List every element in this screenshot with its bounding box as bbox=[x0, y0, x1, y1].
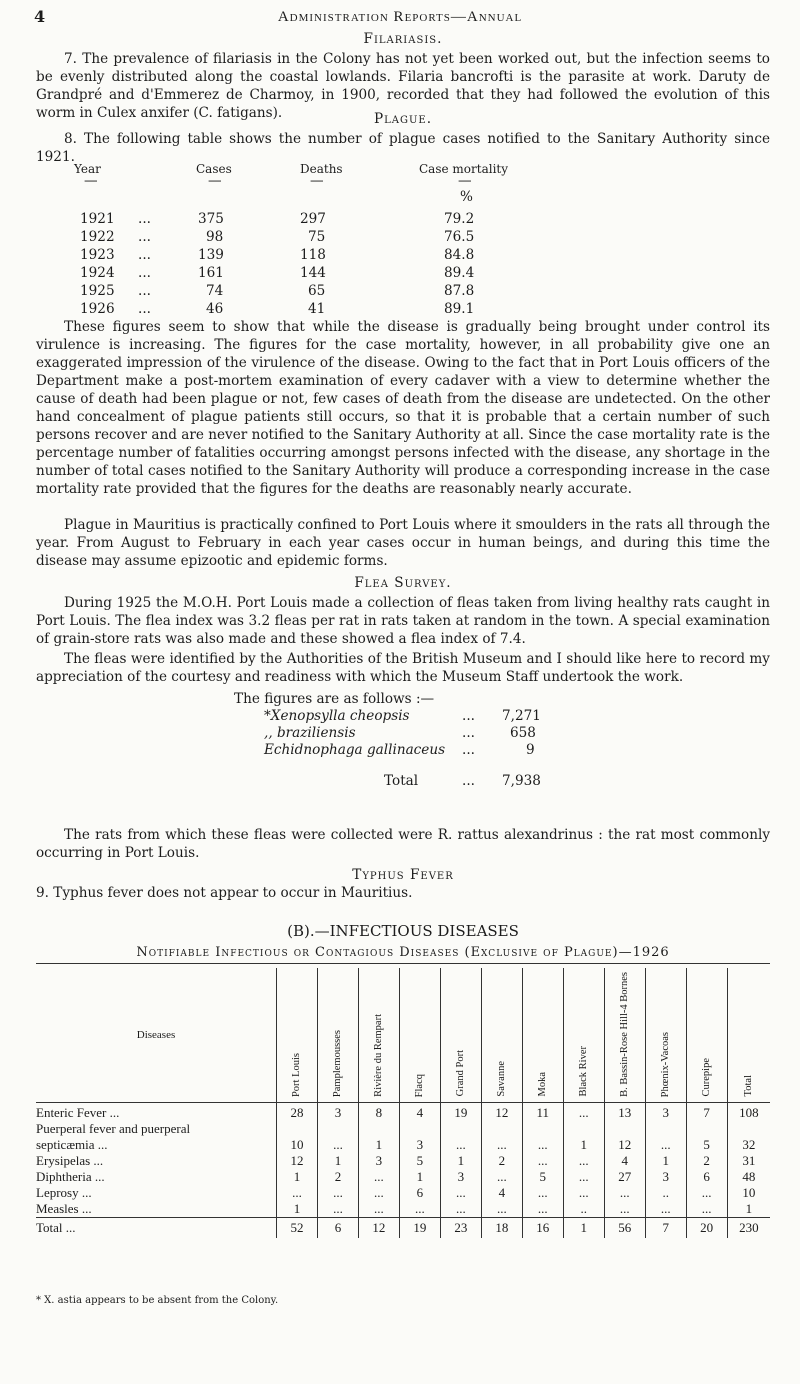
table-cell: ... bbox=[522, 1153, 563, 1169]
typhus-paragraph: 9. Typhus fever does not appear to occur in Mauritius. bbox=[36, 885, 413, 901]
dash-mortality: — bbox=[458, 173, 472, 189]
dash-cases: — bbox=[208, 173, 222, 189]
dash-year: — bbox=[84, 173, 98, 189]
table-cell: 1 bbox=[563, 1217, 604, 1238]
disease-name: Erysipelas ... bbox=[36, 1152, 104, 1168]
table-cell: 10 bbox=[277, 1137, 318, 1153]
table-cell: 7 bbox=[686, 1102, 727, 1121]
table-cell: ... bbox=[440, 1201, 481, 1218]
table-cell: ... bbox=[481, 1137, 522, 1153]
table-cell: 32 bbox=[727, 1137, 770, 1153]
table-cell: 12 bbox=[604, 1137, 645, 1153]
table-cell bbox=[358, 1121, 399, 1137]
col-district: Flacq bbox=[413, 1073, 425, 1097]
disease-name: Total ... bbox=[36, 1217, 277, 1238]
table-cell: 1 bbox=[358, 1137, 399, 1153]
disease-name: Leprosy ... bbox=[36, 1184, 92, 1200]
table-cell: ... bbox=[522, 1185, 563, 1201]
table-cell: ... bbox=[358, 1201, 399, 1218]
table-cell: 19 bbox=[440, 1102, 481, 1121]
col-district: Rivière du Rempart bbox=[372, 1014, 384, 1097]
table-cell: ... bbox=[481, 1169, 522, 1185]
table-cell: 12 bbox=[277, 1153, 318, 1169]
col-district: Grand Port bbox=[454, 1050, 466, 1097]
table-cell: 1 bbox=[645, 1153, 686, 1169]
filariasis-heading: Filariasis. bbox=[363, 31, 443, 47]
table-cell: 3 bbox=[645, 1102, 686, 1121]
table-cell: ... bbox=[481, 1201, 522, 1218]
table-cell: 3 bbox=[645, 1169, 686, 1185]
table-cell: .. bbox=[563, 1201, 604, 1218]
col-district: Pamplemousses bbox=[331, 1029, 343, 1097]
table-cell: 13 bbox=[604, 1102, 645, 1121]
table-cell: ... bbox=[277, 1185, 318, 1201]
table-cell: 31 bbox=[727, 1153, 770, 1169]
flea-figures bbox=[234, 690, 764, 789]
table-row bbox=[36, 1121, 770, 1137]
table-cell: ... bbox=[645, 1201, 686, 1218]
table-cell: ... bbox=[604, 1201, 645, 1218]
table-cell bbox=[317, 1121, 358, 1137]
col-district: Savanne bbox=[495, 1061, 507, 1097]
table-row bbox=[36, 1185, 770, 1201]
diseases-table bbox=[36, 968, 770, 1238]
table-cell: 4 bbox=[604, 1153, 645, 1169]
table-cell: 8 bbox=[358, 1102, 399, 1121]
figures-intro: The figures are as follows :— bbox=[234, 691, 435, 707]
table-cell: ... bbox=[317, 1185, 358, 1201]
filariasis-paragraph: 7. The prevalence of filariasis in the Colony has not yet been worked out, but the infection seems to be evenly distributed along the coastal lowlands. Filaria bancrofti is the parasite at work. Daruty de Grandpré and d'Emmerez de Charmoy, in 1900, recorded that they had followed the evolution of this worm in Culex anxifer (C. fatigans). bbox=[36, 51, 770, 121]
disease-name: Enteric Fever ... bbox=[36, 1104, 120, 1120]
col-year: Year bbox=[74, 162, 101, 176]
table-cell: 1 bbox=[440, 1153, 481, 1169]
table-cell: ... bbox=[563, 1169, 604, 1185]
table-cell: 16 bbox=[522, 1217, 563, 1238]
table-cell: ... bbox=[399, 1201, 440, 1218]
list-item: *Xenopsylla cheopsis ... 7,271 bbox=[264, 708, 541, 724]
table-row bbox=[36, 1137, 770, 1153]
flea-paragraph-1: During 1925 the M.O.H. Port Louis made a collection of fleas taken from living healthy rats caught in Port Louis. The flea index was 3.2 fleas per rat in rats taken at random in the town. A special examination of grain-store rats was also made and these showed a flea index of 7.4. bbox=[36, 595, 770, 647]
table-cell: 52 bbox=[277, 1217, 318, 1238]
disease-name: Puerperal fever and puerperal bbox=[36, 1120, 191, 1136]
table-cell: 3 bbox=[440, 1169, 481, 1185]
col-district: Black River bbox=[577, 1046, 589, 1097]
plague-paragraph-1: These figures seem to show that while the disease is gradually being brought under control its virulence is increasing. The figures for the case mortality, however, in all probability give one an exaggerated impression of the virulence of the disease. Owing to the fact that in Port Louis officers of the Department make a post-mortem examination of every cadaver with a view to determine whether the cause of death had been plague or not, few cases of death from the disease are undetected. On the other hand concealment of plague patients still occurs, so that it is probable that a certain number of such persons recover and are never notified to the Sanitary Authority at all. Since the case mortality rate is the percentage number of fatalities occurring amongst persons infected with the disease, any shortage in the number of total cases notified to the Sanitary Authority will produce a corresponding increase in the case mortality rate provided that the figures for the deaths are reasonably nearly accurate. bbox=[36, 319, 770, 497]
table-row bbox=[36, 1169, 770, 1185]
table-cell: ... bbox=[317, 1201, 358, 1218]
table-row bbox=[36, 1102, 770, 1121]
page-number: 4 bbox=[34, 7, 46, 26]
list-item: ,, braziliensis ... 658 bbox=[264, 725, 536, 741]
table-cell: 1 bbox=[727, 1201, 770, 1218]
table-cell: 56 bbox=[604, 1217, 645, 1238]
col-district: Curepipe bbox=[700, 1058, 712, 1097]
table-cell bbox=[727, 1121, 770, 1137]
percent-unit: % bbox=[460, 189, 473, 205]
table-cell: 12 bbox=[358, 1217, 399, 1238]
table-cell: 108 bbox=[727, 1102, 770, 1121]
table-cell: ... bbox=[440, 1185, 481, 1201]
col-mortality: Case mortality bbox=[419, 162, 509, 176]
table-cell bbox=[440, 1121, 481, 1137]
table-cell: 48 bbox=[727, 1169, 770, 1185]
flea-total-row: Total ... 7,938 bbox=[384, 773, 541, 789]
list-item: Echidnophaga gallinaceus ... 9 bbox=[264, 742, 535, 758]
table-cell: ... bbox=[317, 1137, 358, 1153]
plague-paragraph-2: Plague in Mauritius is practically confined to Port Louis where it smoulders in the rats all through the year. From August to February in each year cases occur in human beings, and during this time the disease may assume epizootic and epidemic forms. bbox=[36, 517, 770, 569]
table-cell: 1 bbox=[277, 1201, 318, 1218]
table-cell bbox=[481, 1121, 522, 1137]
flea-paragraph-3: The rats from which these fleas were collected were R. rattus alexandrinus : the rat most commonly occurring in Port Louis. bbox=[36, 827, 770, 861]
table-cell: ... bbox=[563, 1102, 604, 1121]
col-cases: Cases bbox=[196, 162, 232, 176]
table-cell: 5 bbox=[399, 1153, 440, 1169]
table-cell: ... bbox=[522, 1201, 563, 1218]
running-head: Administration Reports—Annual bbox=[277, 9, 523, 25]
table-cell: 6 bbox=[686, 1169, 727, 1185]
typhus-heading: Typhus Fever bbox=[352, 867, 454, 883]
table-cell: 20 bbox=[686, 1217, 727, 1238]
flea-heading: Flea Survey. bbox=[354, 575, 452, 591]
table-cell: 1 bbox=[277, 1169, 318, 1185]
table-cell: 28 bbox=[277, 1102, 318, 1121]
infectious-heading: (B).—INFECTIOUS DISEASES bbox=[287, 922, 519, 940]
table-cell: ... bbox=[645, 1137, 686, 1153]
table-cell bbox=[399, 1121, 440, 1137]
table-cell: 23 bbox=[440, 1217, 481, 1238]
table-cell: 230 bbox=[727, 1217, 770, 1238]
table-cell: 6 bbox=[317, 1217, 358, 1238]
disease-name: septicæmia ... bbox=[36, 1136, 108, 1152]
col-district: Port Louis bbox=[290, 1052, 302, 1097]
table-cell: ... bbox=[686, 1201, 727, 1218]
col-district: Moka bbox=[536, 1072, 548, 1097]
table-cell: 3 bbox=[317, 1102, 358, 1121]
table-cell: ... bbox=[563, 1185, 604, 1201]
table-cell: ... bbox=[563, 1153, 604, 1169]
table-cell bbox=[686, 1121, 727, 1137]
table-cell bbox=[604, 1121, 645, 1137]
col-total: Total bbox=[742, 1075, 754, 1097]
table-cell: ... bbox=[440, 1137, 481, 1153]
disease-name: Diphtheria ... bbox=[36, 1168, 105, 1184]
table-cell: 5 bbox=[522, 1169, 563, 1185]
table-cell bbox=[563, 1121, 604, 1137]
table-cell: ... bbox=[358, 1185, 399, 1201]
table-cell: ... bbox=[522, 1137, 563, 1153]
table-cell: 4 bbox=[399, 1102, 440, 1121]
table-cell: 27 bbox=[604, 1169, 645, 1185]
table-cell: 2 bbox=[317, 1169, 358, 1185]
dash-deaths: — bbox=[310, 173, 324, 189]
infectious-subheading: Notifiable Infectious or Contagious Diseases (Exclusive of Plague)—1926 bbox=[36, 944, 770, 964]
col-district: B. Bassin-Rose Hill-4 Bornes bbox=[618, 972, 630, 1097]
col-deaths: Deaths bbox=[300, 162, 343, 176]
table-cell: 12 bbox=[481, 1102, 522, 1121]
table-cell: 3 bbox=[358, 1153, 399, 1169]
table-cell: 18 bbox=[481, 1217, 522, 1238]
table-cell: 4 bbox=[481, 1185, 522, 1201]
table-cell: 2 bbox=[686, 1153, 727, 1169]
col-district: Phœnix-Vacoas bbox=[659, 1031, 671, 1097]
table-cell: ... bbox=[686, 1185, 727, 1201]
table-row bbox=[36, 1153, 770, 1169]
flea-paragraph-2: The fleas were identified by the Authorities of the British Museum and I should like here to record my appreciation of the courtesy and readiness with which the Museum Staff undertook the work. bbox=[36, 651, 770, 685]
table-cell: .. bbox=[645, 1185, 686, 1201]
table-cell: 1 bbox=[399, 1169, 440, 1185]
table-row bbox=[36, 1217, 770, 1238]
table-cell: 2 bbox=[481, 1153, 522, 1169]
table-cell: 1 bbox=[317, 1153, 358, 1169]
footnote: * X. astia appears to be absent from the Colony. bbox=[36, 1295, 279, 1306]
table-cell bbox=[277, 1121, 318, 1137]
col-diseases: Diseases bbox=[36, 968, 277, 1102]
table-cell: 10 bbox=[727, 1185, 770, 1201]
table-cell: 11 bbox=[522, 1102, 563, 1121]
table-cell: 1 bbox=[563, 1137, 604, 1153]
table-row bbox=[36, 1201, 770, 1218]
table-cell: ... bbox=[358, 1169, 399, 1185]
table-cell: 6 bbox=[399, 1185, 440, 1201]
table-cell: 3 bbox=[399, 1137, 440, 1153]
table-cell: 5 bbox=[686, 1137, 727, 1153]
table-cell: ... bbox=[604, 1185, 645, 1201]
table-cell: 7 bbox=[645, 1217, 686, 1238]
table-cell bbox=[522, 1121, 563, 1137]
table-cell: 19 bbox=[399, 1217, 440, 1238]
plague-heading: Plague. bbox=[373, 111, 433, 127]
plague-intro: 8. The following table shows the number of plague cases notified to the Sanitary Authority since 1921. bbox=[36, 131, 770, 165]
table-cell bbox=[645, 1121, 686, 1137]
disease-name: Measles ... bbox=[36, 1200, 92, 1216]
